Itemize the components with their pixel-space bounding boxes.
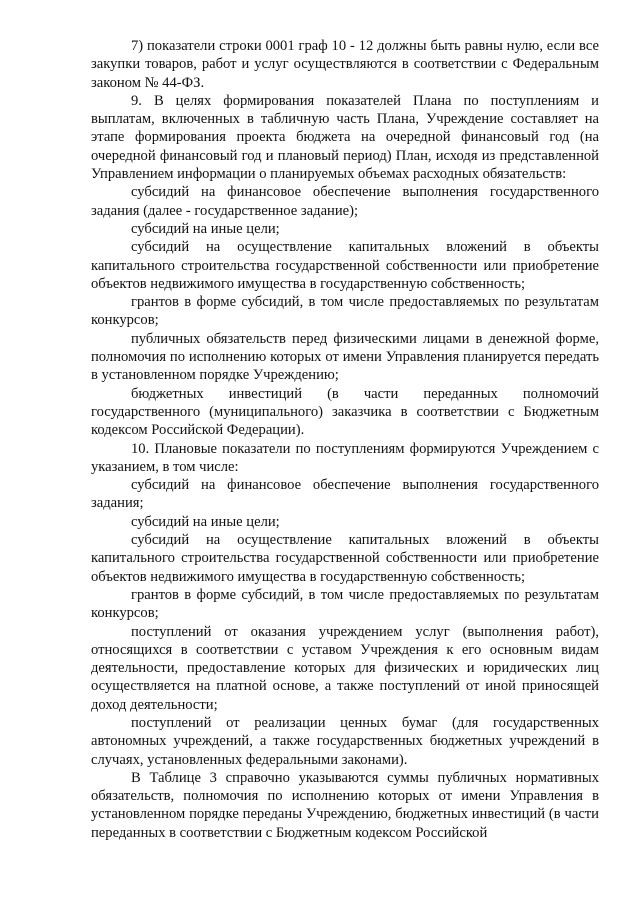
paragraph-list-item: субсидий на иные цели; xyxy=(131,220,280,237)
paragraph-list-item: субсидий на финансовое обеспечение выполнения государственного задания (далее - государственное задание); xyxy=(91,184,599,219)
paragraph-list-item: субсидий на осуществление капитальных вложений в объекты капитального строительства государственной собственности или приобретение объектов недвижимого имущества в государственную собственность; xyxy=(91,532,599,585)
paragraph-table-3-note: В Таблице 3 справочно указываются суммы публичных нормативных обязательств, полномочия по исполнению которых от имени Управления в установленном порядке переданы Учреждению, бюджетных инвестиций (в части переданных в соответствии с Бюджетным кодексом Российской xyxy=(91,769,599,841)
paragraph-list-item: грантов в форме субсидий, в том числе предоставляемых по результатам конкурсов; xyxy=(91,586,599,622)
paragraph-item-7: 7) показатели строки 0001 граф 10 - 12 должны быть равны нулю, если все закупки товаров, работ и услуг осуществляются в соответствии с Федеральным законом № 44-ФЗ. xyxy=(91,38,599,91)
paragraph-list-item: грантов в форме субсидий, в том числе предоставляемых по результатам конкурсов; xyxy=(91,294,599,329)
paragraph-list-item: бюджетных инвестиций (в части переданных полномочий государственного (муниципального) заказчика в соответствии с Бюджетным кодексом Российской Федерации). xyxy=(91,385,599,439)
paragraph-list-item: публичных обязательств перед физическими лицами в денежной форме, полномочия по исполнению которых от имени Управления планируется передать в установленном порядке Учреждению; xyxy=(91,330,599,384)
paragraph-list-item: субсидий на осуществление капитальных вложений в объекты капитального строительства государственной собственности или приобретение объектов недвижимого имущества в государственную собственность; xyxy=(91,239,599,292)
paragraph-list-item: поступлений от реализации ценных бумаг (для государственных автономных учреждений, а также государственных бюджетных учреждений в случаях, установленных федеральными законами). xyxy=(91,714,599,768)
paragraph-list-item: поступлений от оказания учреждением услуг (выполнения работ), относящихся в соответствии с уставом Учреждения к его основным видам деятельности, предоставление которых для физических и юридических лиц осуществляется на платной основе, а также поступлений от иной приносящей доход деятельности; xyxy=(91,623,599,713)
paragraph-list-item: субсидий на финансовое обеспечение выполнения государственного задания; xyxy=(91,477,599,512)
paragraph-list-item: субсидий на иные цели; xyxy=(131,513,280,530)
document-body xyxy=(91,37,599,842)
paragraph-section-9: 9. В целях формирования показателей Плана по поступлениям и выплатам, включенных в табличную часть Плана, Учреждение составляет на этапе формирования проекта бюджета на очередной финансовый год (на очередной финансовый год и плановый период) План, исходя из представленной Управлением информации о планируемых объемах расходных обязательств: xyxy=(91,92,599,183)
paragraph-section-10: 10. Плановые показатели по поступлениям формируются Учреждением с указанием, в том числе: xyxy=(91,440,599,475)
